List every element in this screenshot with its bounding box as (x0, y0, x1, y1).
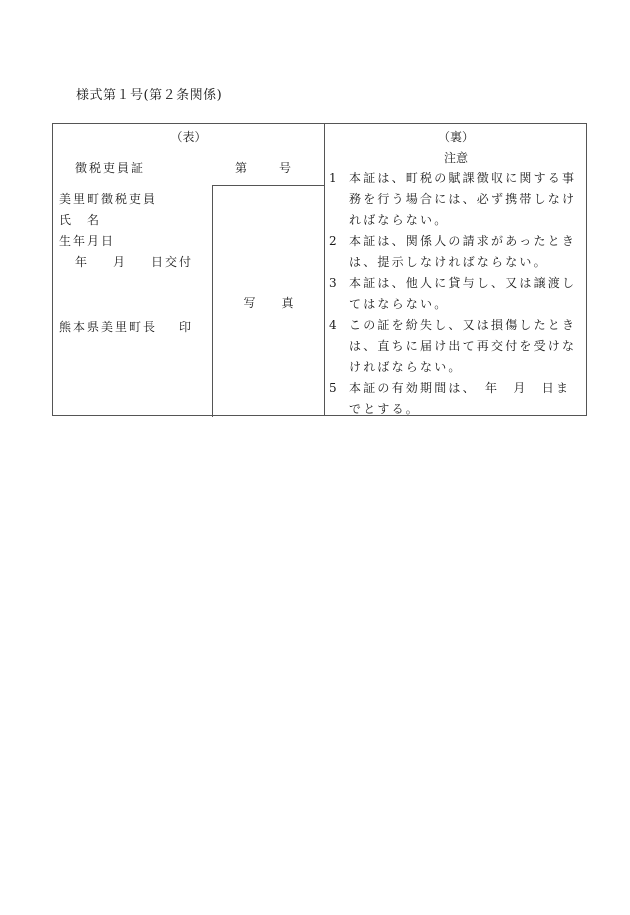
back-side-label: （裏） (437, 130, 474, 144)
note-number: 5 (329, 381, 337, 395)
photo-label (213, 294, 324, 311)
card-front (53, 124, 324, 415)
note-text: この証を紛失し、又は損傷したときは、直ちに届け出て再交付を受けなければならない。 (349, 318, 577, 374)
field-dob: 生年月日 (59, 234, 116, 248)
field-issuer (59, 318, 193, 335)
number-prefix: 第 (235, 161, 248, 175)
note-text: 本証は、町税の賦課徴収に関する事務を行う場合には、必ず携帯しなければならない。 (349, 171, 577, 227)
field-official: 美里町徴税吏員 (59, 192, 158, 206)
note-item (329, 378, 583, 420)
seal-mark: 印 (179, 320, 194, 334)
field-name-a: 氏 (59, 213, 74, 227)
note-number: 4 (329, 318, 337, 332)
field-issue-date (75, 253, 193, 270)
notes-title: 注意 (443, 151, 468, 165)
number-suffix: 号 (279, 161, 292, 175)
note-number: 3 (329, 276, 337, 290)
note-text: 本証の有効期間は、 年 月 日までとする。 (349, 381, 571, 416)
card-back (325, 124, 587, 415)
photo-label-a: 写 (243, 296, 256, 310)
note-item (329, 273, 583, 315)
issue-year: 年 (75, 255, 90, 269)
issuer-name: 熊本県美里町長 (59, 320, 158, 334)
note-item (329, 231, 583, 273)
issue-day: 日交付 (151, 255, 194, 269)
form-title: 様式第１号(第２条関係) (76, 88, 223, 103)
notes-list (329, 168, 583, 420)
note-text: 本証は、他人に貸与し、又は譲渡してはならない。 (349, 276, 577, 311)
note-number: 1 (329, 171, 337, 185)
card-name: 徴税吏員証 (75, 161, 146, 175)
field-name-b: 名 (87, 213, 102, 227)
photo-area (212, 185, 324, 417)
note-text: 本証は、関係人の請求があったときは、提示しなければならない。 (349, 234, 577, 269)
field-name (59, 211, 101, 228)
photo-label-b: 真 (281, 296, 294, 310)
note-number: 2 (329, 234, 337, 248)
issue-month: 月 (113, 255, 128, 269)
note-item (329, 315, 583, 378)
id-card-table (52, 123, 587, 416)
card-number-label (235, 159, 291, 176)
note-item (329, 168, 583, 231)
front-side-label: （表） (170, 130, 207, 144)
